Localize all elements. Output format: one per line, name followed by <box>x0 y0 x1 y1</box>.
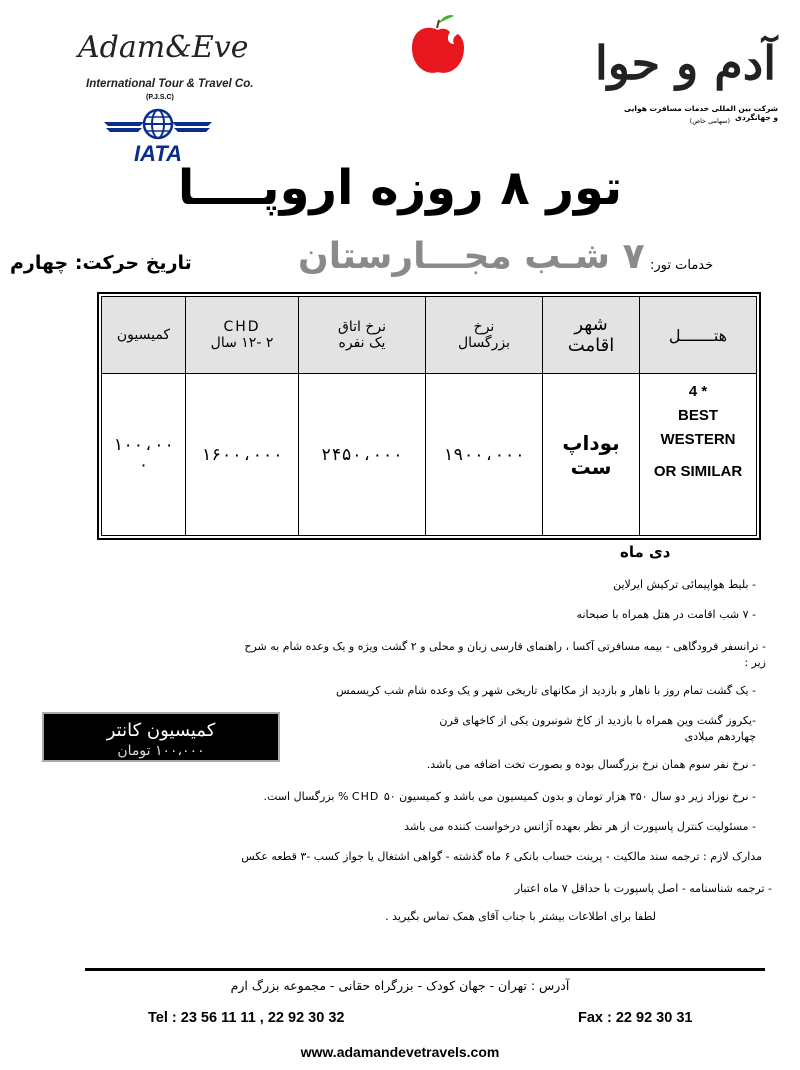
footer-fax: Fax : 22 92 30 31 <box>578 1010 693 1026</box>
list-item: - ۷ شب اقامت در هتل همراه با صبحانه <box>576 608 756 621</box>
brand-persian-logo: آدم و حوا <box>595 36 776 90</box>
apple-logo <box>408 10 468 78</box>
footer-divider <box>85 968 765 971</box>
list-item: - نرخ نفر سوم همان نرخ بزرگسال بوده و بصورت تخت اضافه می باشد. <box>426 758 756 771</box>
list-item: زیر : <box>744 656 766 669</box>
tour-subtitle: ۷ شـب مجـــارستان <box>298 236 645 277</box>
list-item: - یک گشت تمام روز با ناهار و بازدید از مکانهای تاریخی شهر و یک وعده شام شب کریسمس <box>335 684 756 697</box>
table-row <box>102 374 757 536</box>
list-item: مدارک لازم : ترجمه سند مالکیت - پرینت حساب بانکی ۶ ماه گذشته - گواهی اشتغال یا جواز کسب -۳ قطعه عکس <box>241 850 762 863</box>
brand-pjsc: (P.J.S.C) <box>146 94 174 101</box>
services-label: خدمات تور: <box>650 258 714 273</box>
header-commission: کمیسیون <box>102 297 186 374</box>
list-item: - نرخ نوزاد زیر دو سال ۳۵۰ هزار تومان و بدون کمیسیون می باشد و کمیسیون CHD ۵۰ % بزرگسال است. <box>263 790 756 803</box>
header-single-room: نرخ اتاق یک نفره <box>299 297 426 374</box>
departure-date: تاریخ حرکت: چهارم <box>10 252 192 274</box>
cell-commission: ۱۰۰،۰۰ ۰ <box>102 374 186 536</box>
iata-globe-icon <box>104 108 212 164</box>
footer-tel: Tel : 23 56 11 11 , 22 92 30 32 <box>148 1010 345 1026</box>
cell-adult-price: ۱۹۰۰،۰۰۰ <box>426 374 543 536</box>
cell-hotel: 4 * BEST WESTERN OR SIMILAR <box>640 374 757 536</box>
brand-persian-company-type: (سهامی خاص) <box>689 117 730 125</box>
footer-website-link[interactable]: www.adamandevetravels.com <box>300 1044 500 1060</box>
list-item: - بلیط هواپیمائی ترکیش ایرلاین <box>613 578 756 591</box>
cell-single-price: ۲۴۵۰،۰۰۰ <box>299 374 426 536</box>
list-item: چهاردهم میلادی <box>684 730 756 743</box>
cell-city: بوداپ ست <box>543 374 640 536</box>
list-item: - مسئولیت کنترل پاسپورت از هر نظر بعهده آژانس درخواست کننده می باشد <box>404 820 756 833</box>
iata-logo <box>104 108 212 164</box>
tour-title: تور ۸ روزه اروپــــا <box>177 160 623 216</box>
iata-label: IATA <box>133 141 183 164</box>
table-header-row <box>102 297 757 374</box>
list-item: - ترجمه شناسنامه - اصل پاسپورت با حداقل ۷ ماه اعتبار <box>514 882 772 895</box>
counter-commission-badge: کمیسیون کانتر ۱۰۰،۰۰۰ تومان <box>42 712 280 762</box>
brand-latin-subtitle: International Tour & Travel Co. <box>86 78 254 90</box>
footer-address: آدرس : تهران - جهان کودک - بزرگراه حقانی - مجموعه بزرگ ارم <box>230 978 570 993</box>
brand-persian-subtitle: شرکت بین المللی خدمات مسافرت هوایی و جهانگردی <box>624 104 778 122</box>
header-adult-price: نرخ بزرگسال <box>426 297 543 374</box>
brand-latin-logo: Adam&Eve <box>78 30 249 65</box>
list-item: لطفا برای اطلاعات بیشتر با جناب آقای همک تماس بگیرید . <box>385 910 656 923</box>
month-label: دی ماه <box>620 543 671 561</box>
header-hotel: هتـــــــل <box>640 297 757 374</box>
header-chd: CHD ۲ -۱۲ سال <box>186 297 299 374</box>
list-item: -یکروز گشت وین همراه با بازدید از کاخ شونبرون یکی از کاخهای قرن <box>439 714 756 727</box>
apple-icon <box>408 10 468 78</box>
tariff-table <box>97 292 761 540</box>
cell-chd-price: ۱۶۰۰،۰۰۰ <box>186 374 299 536</box>
header-city: شهر اقامت <box>543 297 640 374</box>
list-item: - ترانسفر فرودگاهی - بیمه مسافرتی آکسا ، راهنمای فارسی زبان و محلی و ۲ گشت ویژه و یک وعده شام به شرح <box>244 640 766 653</box>
